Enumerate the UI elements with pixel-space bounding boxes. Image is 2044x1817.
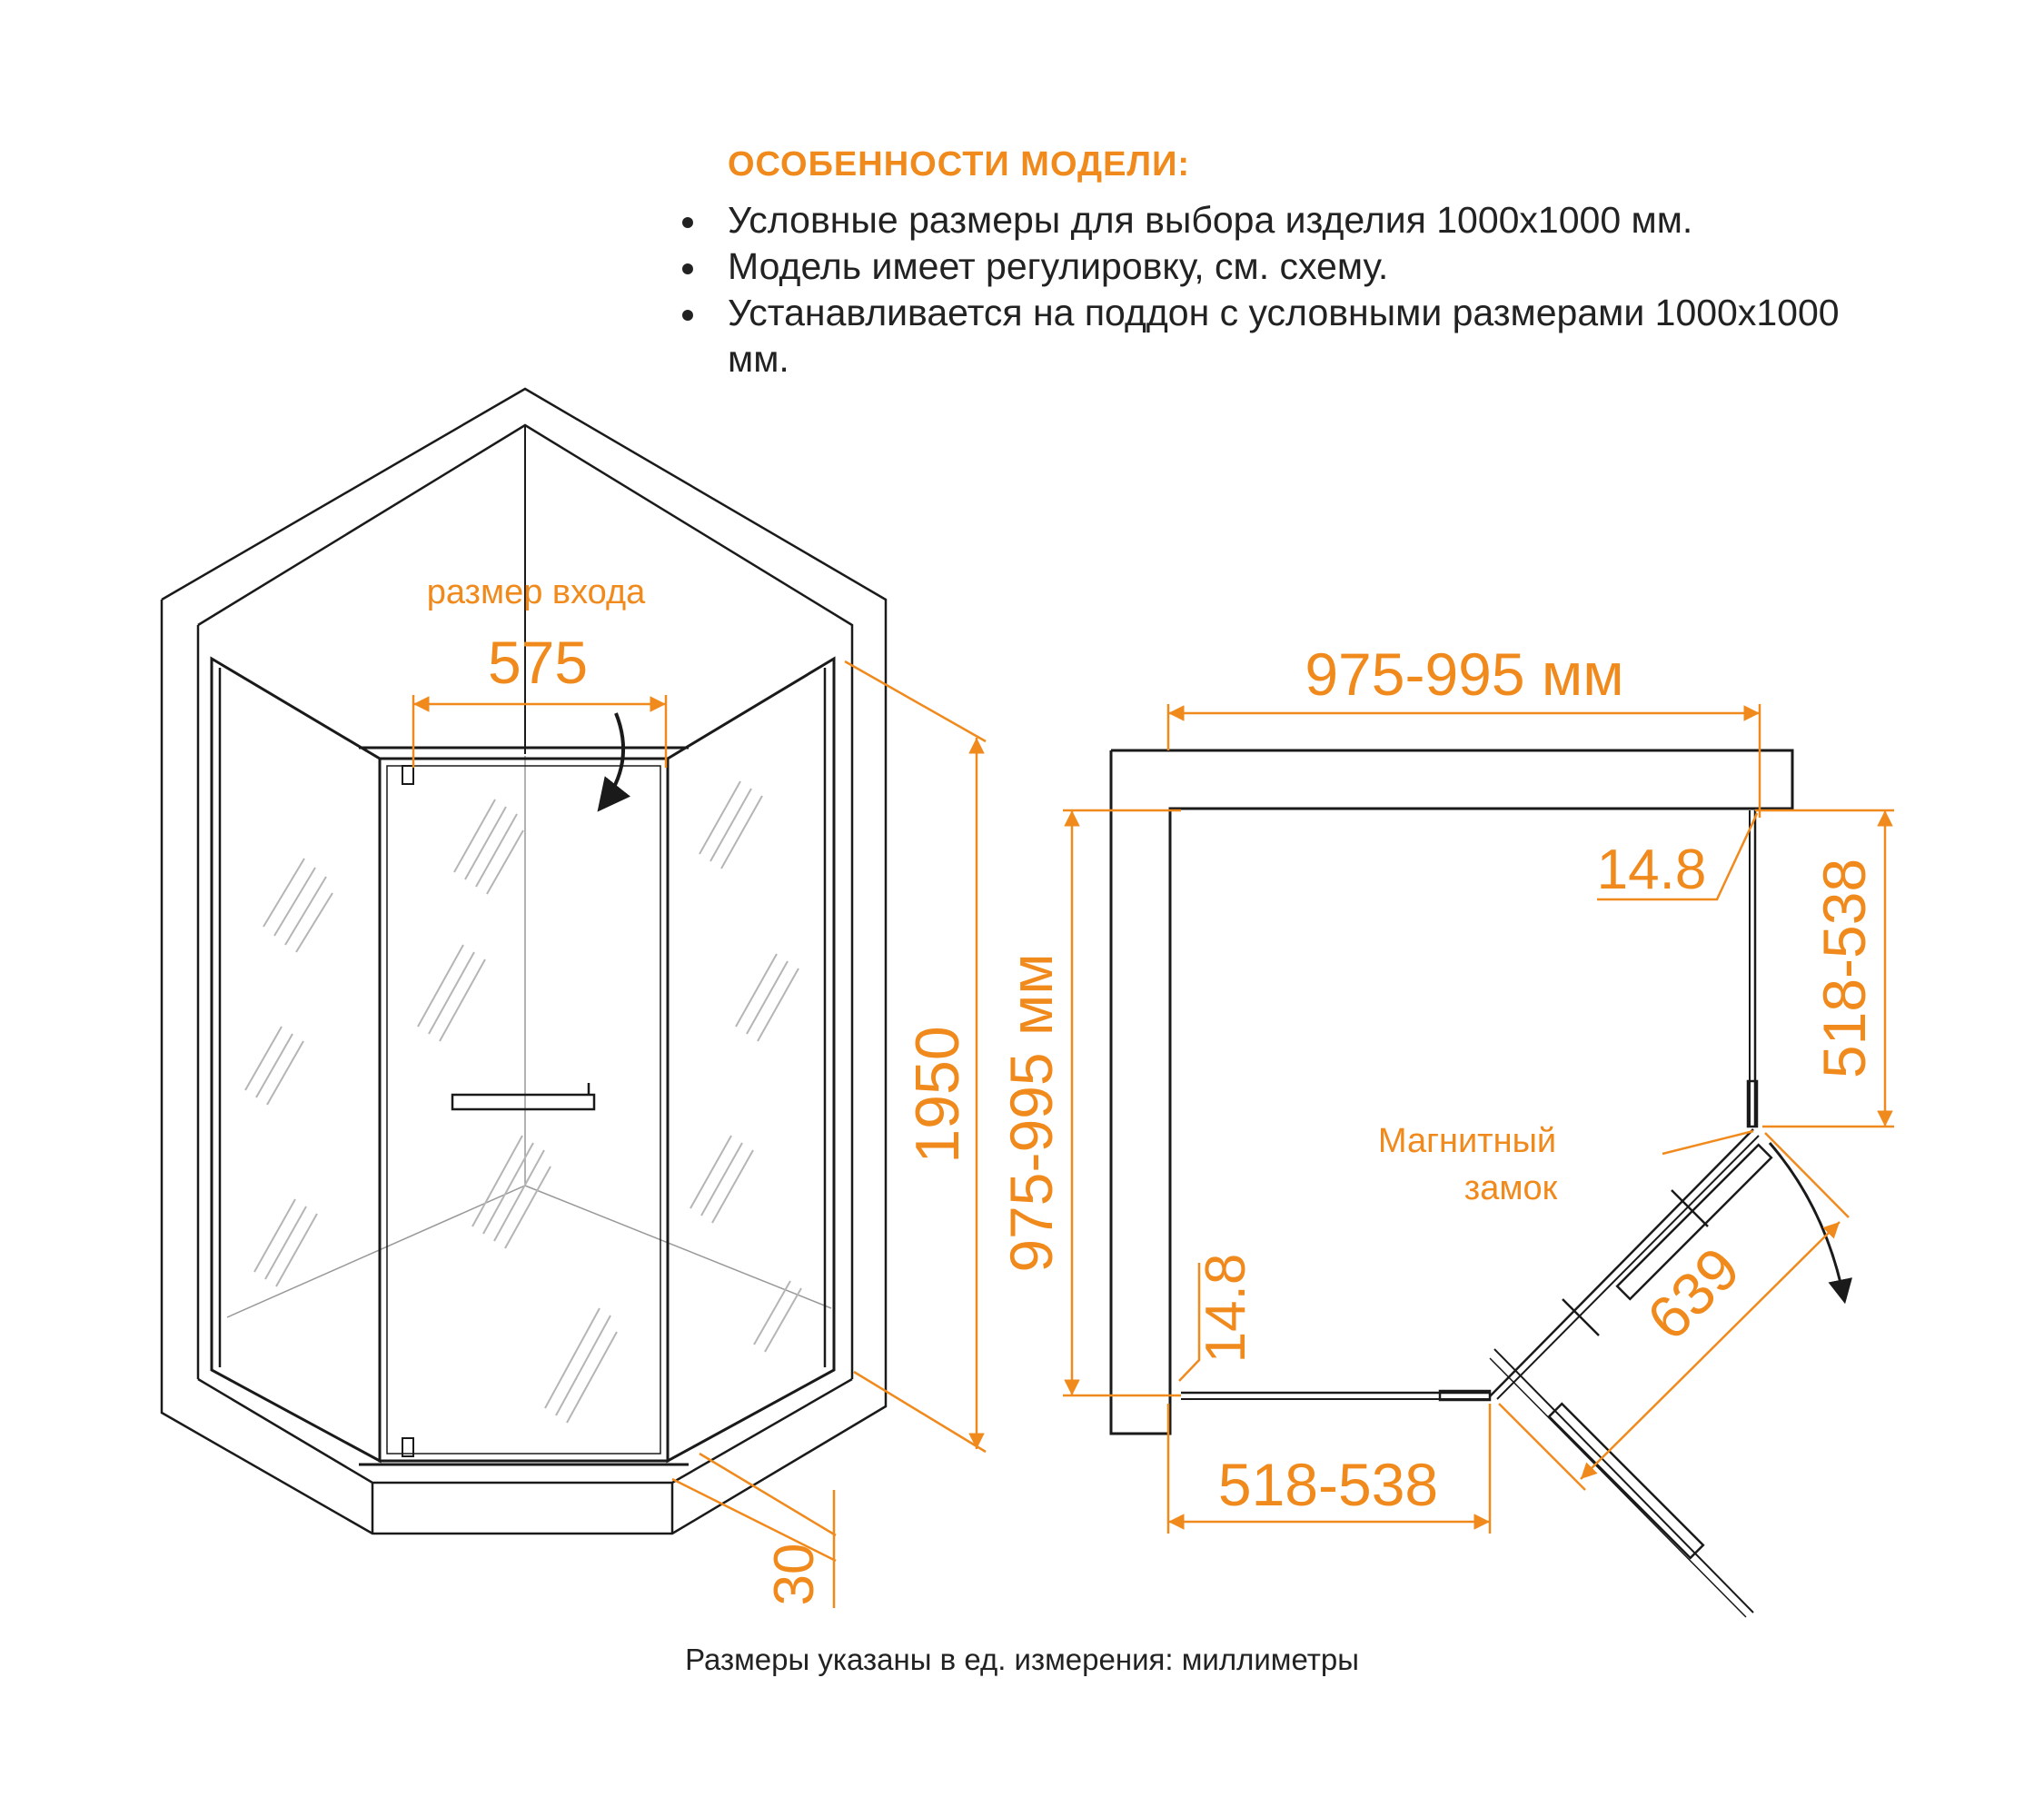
plan-lock-label: Магнитный xyxy=(1377,1122,1557,1160)
plan-door-open xyxy=(1494,1349,1753,1613)
hinge xyxy=(402,766,413,784)
glass-hatching xyxy=(245,781,801,1423)
feature-item: Устанавливается на поддон с условными размерами 1000x1000 мм. xyxy=(728,290,1845,382)
plan-left-depth: 975-995 мм xyxy=(997,953,1065,1273)
plan-lock-label: замок xyxy=(1464,1169,1558,1207)
wall-outline xyxy=(162,389,886,1534)
plan-bottom-segment: 518-538 xyxy=(1217,1451,1439,1518)
feature-item: Условные размеры для выбора изделия 1000x1000 мм. xyxy=(728,197,1940,243)
height-label: 1950 xyxy=(903,1026,972,1164)
feature-item: Модель имеет регулировку, см. схему. xyxy=(728,243,1940,290)
units-note: Размеры указаны в ед. измерения: миллиметры xyxy=(685,1643,1359,1676)
plan-top-width: 975-995 мм xyxy=(1305,640,1624,708)
plan-right-segment: 518-538 xyxy=(1811,858,1878,1079)
plan-dimensions xyxy=(1063,704,1894,1534)
entrance-width: 575 xyxy=(487,629,589,696)
door-handle xyxy=(452,1095,594,1109)
plan-gap-bottom: 14.8 xyxy=(1195,1253,1257,1364)
left-glass-panel xyxy=(212,659,380,1461)
front-dim-labels xyxy=(427,573,972,1605)
plan-door-width: 639 xyxy=(1633,1234,1752,1353)
entrance-label: размер входа xyxy=(426,573,646,611)
front-view xyxy=(162,389,886,1534)
features-title: ОСОБЕННОСТИ МОДЕЛИ: xyxy=(728,145,1191,184)
right-glass-panel xyxy=(668,659,834,1461)
plan-swing-arc xyxy=(1770,1143,1844,1299)
plan-gap-top: 14.8 xyxy=(1596,839,1707,901)
shower-tray xyxy=(198,1379,852,1483)
plan-dim-labels xyxy=(997,640,1878,1518)
tray-dim-line xyxy=(700,1454,836,1535)
tray-height-label: 30 xyxy=(763,1543,826,1606)
